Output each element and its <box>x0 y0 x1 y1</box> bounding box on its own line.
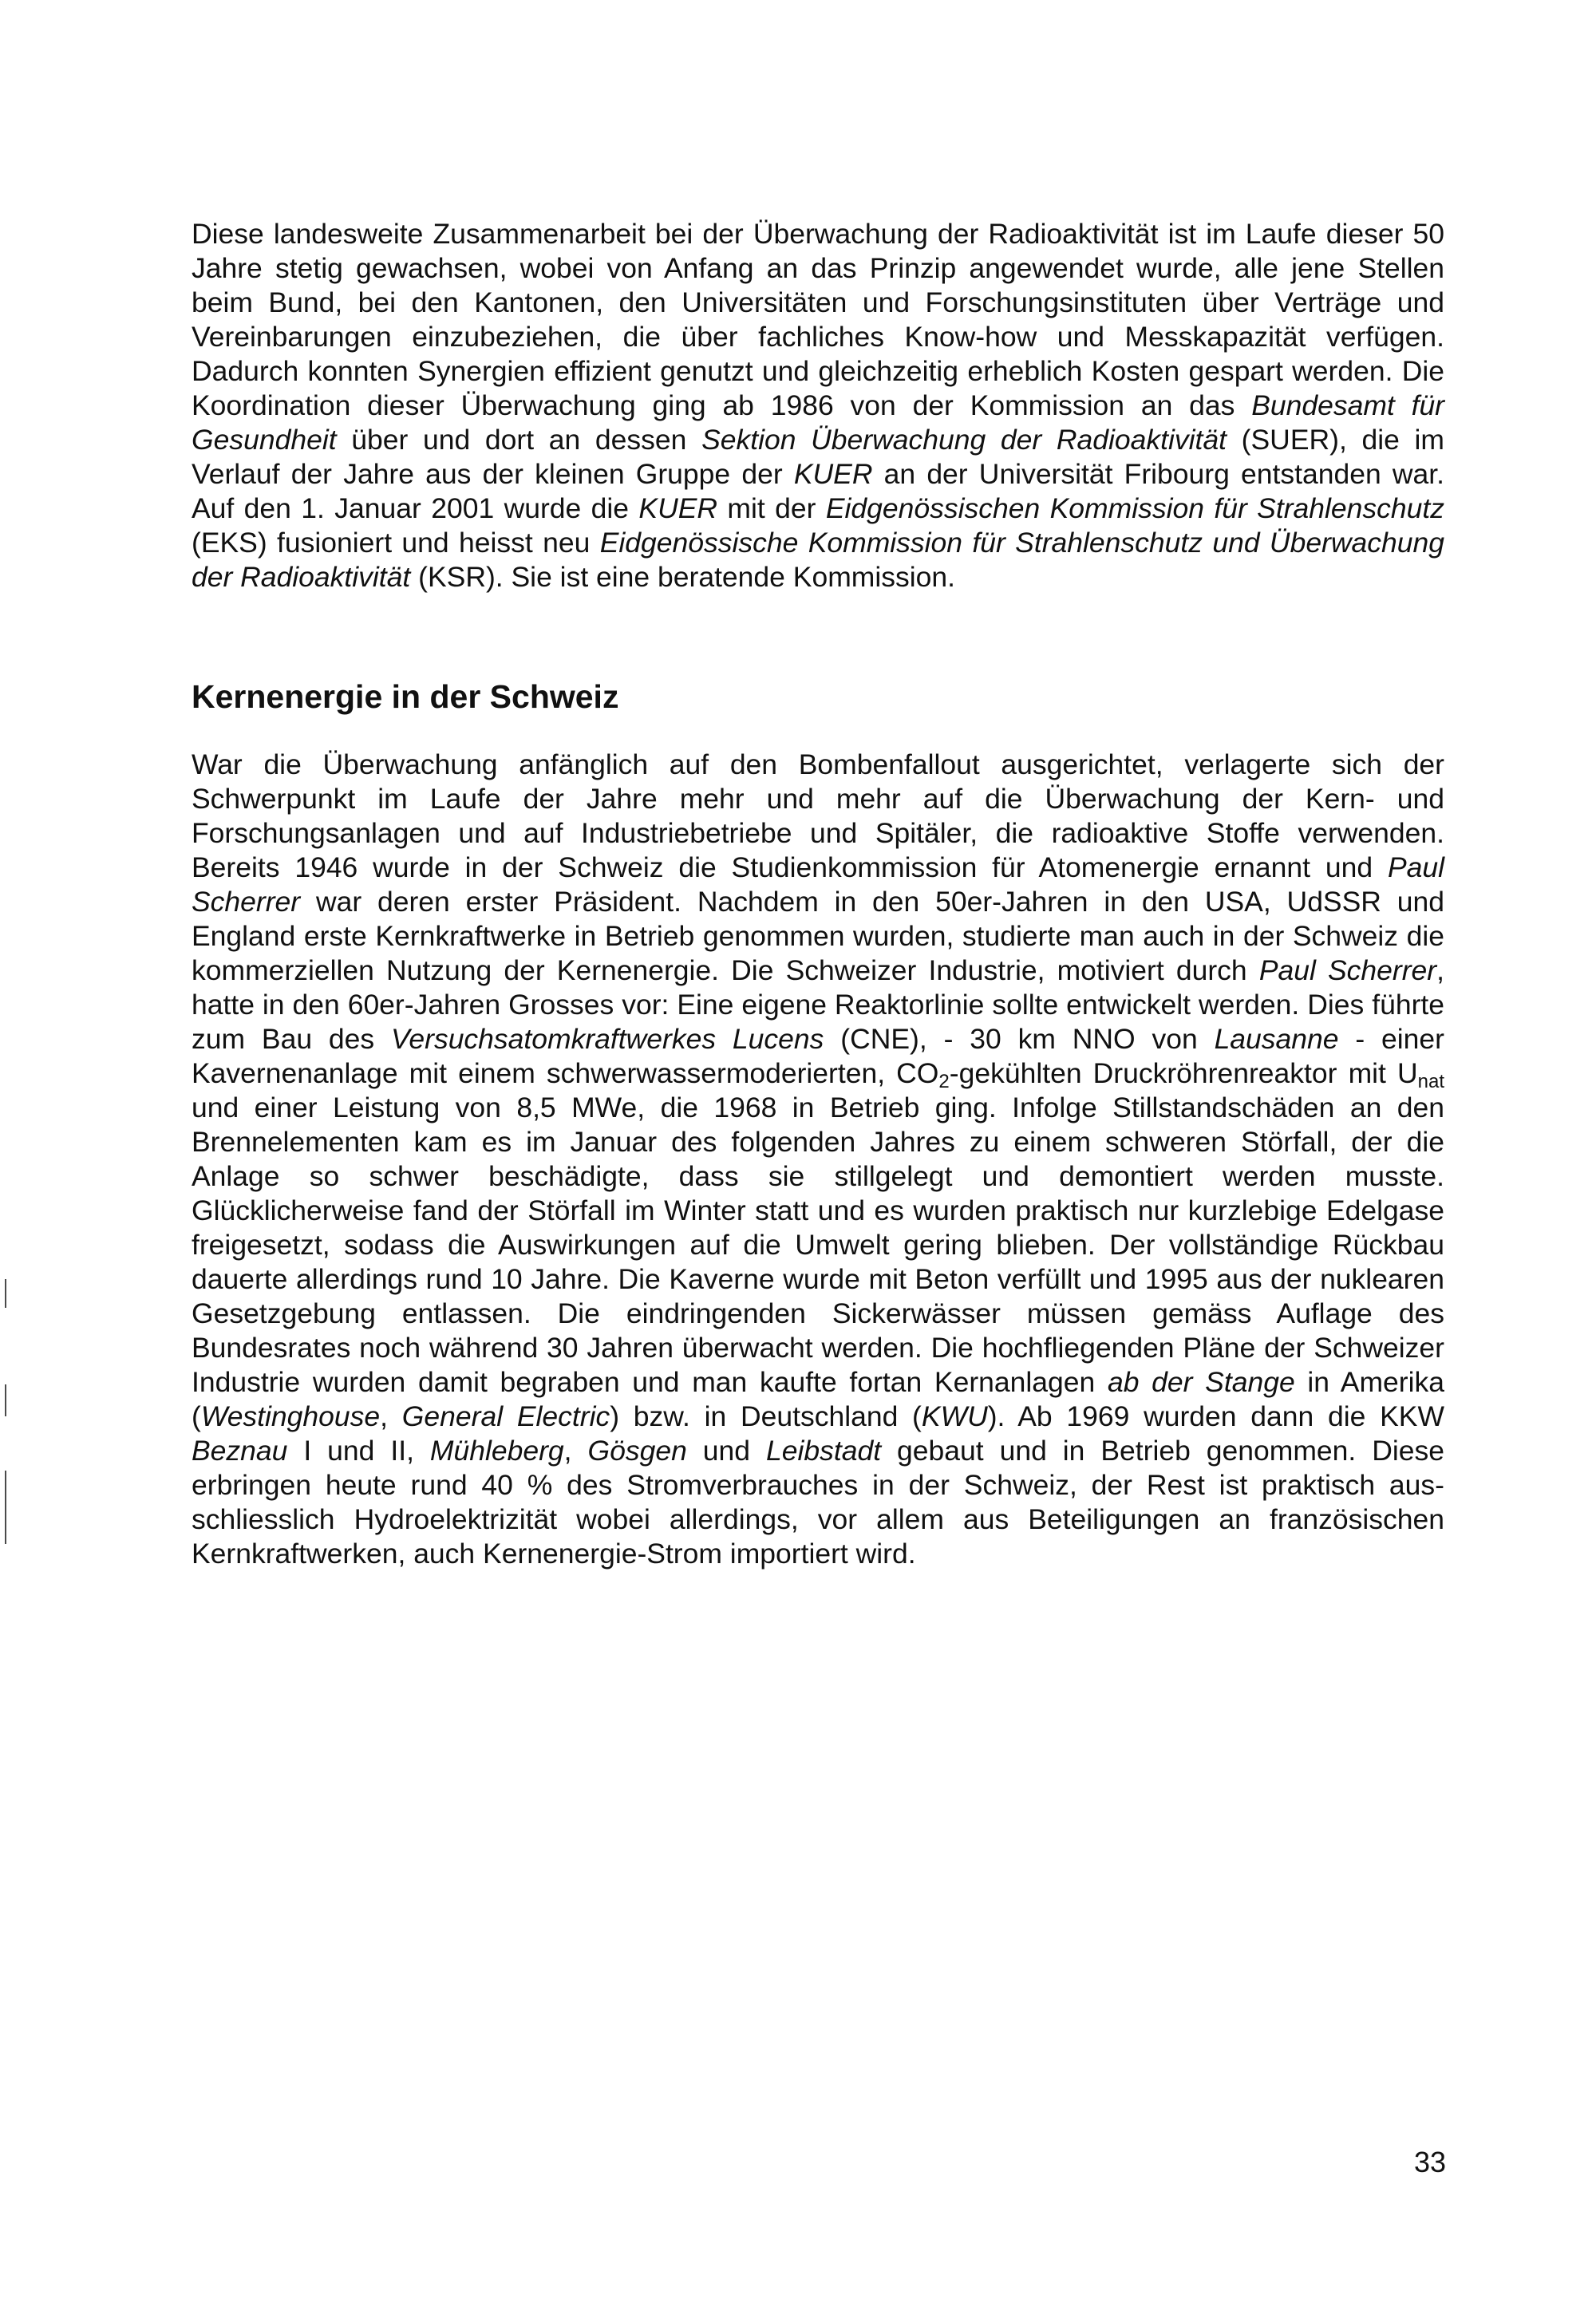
term-bag: Bundesamt für Gesundheit <box>192 389 1445 456</box>
term-lucens: Versuchsatomkraftwerkes Lucens <box>391 1023 824 1055</box>
page-number: 33 <box>1413 2146 1446 2178</box>
body-text: War die Überwachung anfänglich auf den Bombenfallout ausgerichtet, verlagerte sich der Schwerpunkt im Laufe der Jahre mehr und mehr auf die Überwachung der Kern- und Forschungsanlagen und auf Industriebetriebe und Spitäler, die radioaktive Stoffe verwenden. Bereits 1946 wurde in der Schweiz die Studienkommission für Atomenergie ernannt und Paul Scherrer war deren erster Präsident. Nachdem in den 50er-Jahren in den USA, UdSSR und England erste Kernkraftwerke in Betrieb genommen wurden, studierte man auch in der Schweiz die kommerziellen Nutzung der Kernenergie. Die Schweizer Industrie, motiviert durch Paul Scherrer, hatte in den 60er-Jahren Grosses vor: Eine eigene Reaktorlinie sollte entwickelt werden. Dies führte zum Bau des Versuchsatomkraftwerkes Lucens (CNE), - 30 km NNO von Lausanne - einer Kavernenanlage mit einem schwerwassermoderierten, $CO_2$-gekühlten Druckröhrenreaktor mit $U_{nat}$ und einer Leistung von 8,5 MWe, die 1968 in Betrieb ging. Infolge Stillstandschäden an den Brennelementen kam es im Januar des folgenden Jahres zu einem schweren Störfall, der die Anlage so schwer beschädigte, dass sie stillgelegt und demontiert werden musste. Glücklicherweise fand der Störfall im Winter statt und es wurden praktisch nur kurzlebige Edelgase freigesetzt, sodass die Auswirkungen auf die Umwelt gering blieben. Der vollständige Rückbau dauerte allerdings rund 10 Jahre. Die Kaverne wurde mit Beton verfüllt und 1995 aus der nuklearen Gesetzgebung entlassen. Die eindringenden Sickerwässer müssen gemäss Auflage des Bundesrates noch während 30 Jahren überwacht werden. Die hochfliegenden Pläne der Schweizer Industrie wurden damit begraben und man kaufte fortan Kernanlagen ab der Stange in Amerika (Westinghouse, General Electric) bzw. in Deutschland (KWU). Ab 1969 wurden dann die KKW Beznau I und II, Mühleberg, Gösgen und Leibstadt gebaut und in Betrieb genommen. Diese erbringen heute rund 40 % des Stromverbrauches in der Schweiz, der Rest ist praktisch ausschliesslich Hydroelektrizität wobei allerdings, vor allem aus Beteiligungen an französischen Kernkraftwerken, auch Kernenergie-Strom importiert wird. <box>192 748 1445 1570</box>
term-stange: ab der Stange <box>1107 1366 1295 1398</box>
body-paragraph <box>192 748 1444 1571</box>
scan-margin-mark <box>5 1279 6 1308</box>
term-ge: General Electric <box>401 1400 610 1432</box>
term-goesgen: Gösgen <box>587 1435 687 1467</box>
term-kwu: KWU <box>921 1400 988 1432</box>
intro-paragraph <box>192 217 1444 594</box>
section-heading: Kernenergie in der Schweiz <box>192 678 619 715</box>
term-ksr: Eidgenössische Kommission für Strahlenschutz und Überwachung der Radioaktivität <box>192 527 1444 593</box>
term-beznau: Beznau <box>192 1435 288 1467</box>
term-kuer: KUER <box>793 458 873 490</box>
subscript-unat: nat <box>1417 1071 1445 1092</box>
term-person: Paul Scherrer <box>192 851 1444 918</box>
term-kuer: KUER <box>638 492 718 524</box>
term-leibstadt: Leibstadt <box>766 1435 882 1467</box>
scan-margin-mark <box>5 1471 6 1544</box>
term-eks: Eidgenössischen Kommission für Strahlenschutz <box>825 492 1444 524</box>
intro-text: Diese landesweite Zusammenarbeit bei der Überwachung der Radioaktivität ist im Laufe dieser 50 Jahre stetig gewachsen, wobei von Anfang an das Prinzip angewendet wurde, alle jene Stellen beim Bund, bei den Kantonen, den Universitäten und Forschungsinstituten über Verträge und Vereinbarungen einzubeziehen, die über fachliches Know-how und Messkapazität verfügen. Dadurch konnten Synergien effizient genutzt und gleichzeitig erheblich Kosten gespart werden. Die Koordination dieser Überwachung ging ab 1986 von der Kommission an das Bundesamt für Gesundheit über und dort an dessen Sektion Überwachung der Radioaktivität (SUER), die im Verlauf der Jahre aus der kleinen Gruppe der KUER an der Universität Fribourg entstanden war. Auf den 1. Januar 2001 wurde die KUER mit der Eidgenössischen Kommission für Strahlenschutz (EKS) fusioniert und heisst neu Eidgenössische Kommission für Strahlenschutz und Überwachung der Radioaktivität (KSR). Sie ist eine beratende Kommission. <box>192 218 1445 593</box>
term-suer: Sektion Überwachung der Radioaktivität <box>701 424 1227 456</box>
term-muehleberg: Mühleberg <box>429 1435 564 1467</box>
subscript-co2: 2 <box>938 1071 950 1092</box>
term-person: Paul Scherrer <box>1258 954 1437 986</box>
scan-margin-mark <box>5 1384 6 1416</box>
term-westinghouse: Westinghouse <box>200 1400 381 1432</box>
term-lausanne: Lausanne <box>1214 1023 1339 1055</box>
